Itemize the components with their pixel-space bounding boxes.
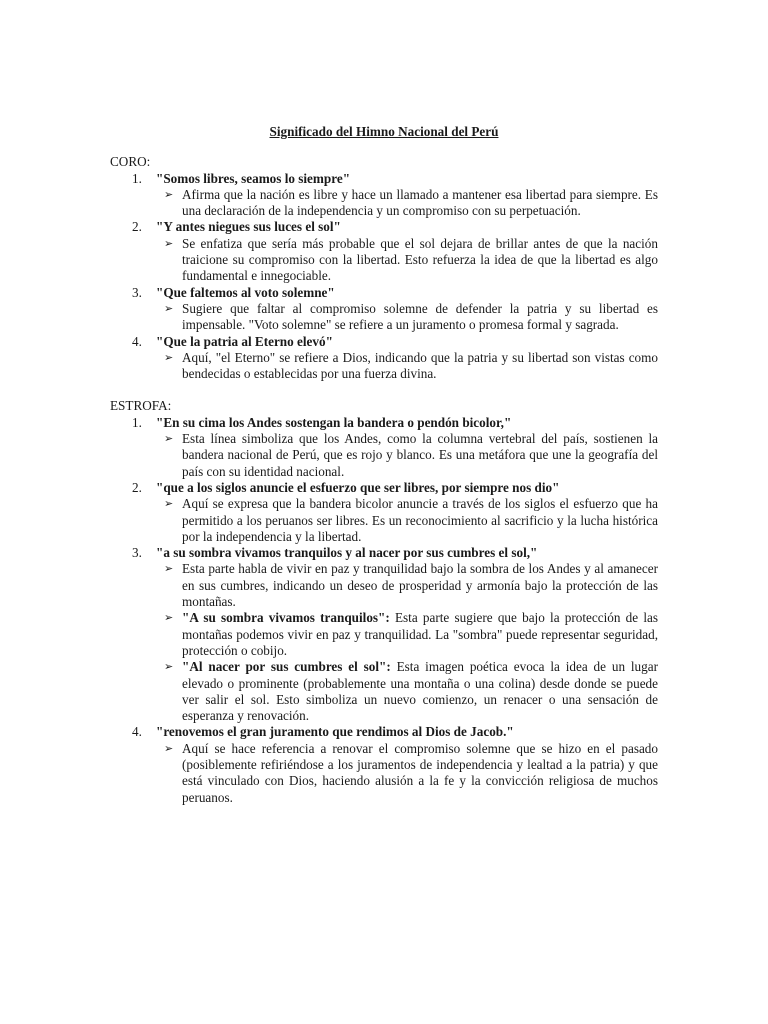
bullet-lead: "Al nacer por sus cumbres el sol":: [182, 659, 391, 675]
bullet-lead: "A su sombra vivamos tranquilos":: [182, 610, 390, 626]
bullet-item: [110, 236, 658, 285]
arrow-bullet-icon: ➢: [164, 611, 174, 625]
document-body: [110, 154, 658, 806]
bullet-item: [110, 350, 658, 383]
bullet-list: [110, 741, 658, 806]
bullet-item: [110, 431, 658, 480]
bullet-list: [110, 301, 658, 334]
bullet-item: [110, 659, 658, 724]
item-heading: [110, 415, 658, 431]
list-item: [110, 334, 658, 383]
document-page: [110, 124, 658, 806]
item-heading-text: "Que la patria al Eterno elevó": [156, 333, 333, 349]
item-heading: [110, 480, 658, 496]
bullet-item: [110, 610, 658, 659]
bullet-text: Esta parte sugiere que bajo la protección de las montañas podemos vivir en paz y tranquilidad. La "sombra" puede representar seguridad, protección o cobijo.: [182, 610, 658, 658]
item-heading-text: "renovemos el gran juramento que rendimos al Dios de Jacob.": [156, 724, 514, 740]
item-heading-text: "a su sombra vivamos tranquilos y al nacer por sus cumbres el sol,": [156, 545, 538, 561]
bullet-item: [110, 496, 658, 545]
list-item: [110, 480, 658, 545]
item-heading: [110, 285, 658, 301]
numbered-list: [110, 415, 658, 806]
arrow-bullet-icon: ➢: [164, 301, 174, 315]
item-heading-text: "Que faltemos al voto solemne": [156, 284, 335, 300]
item-heading: [110, 219, 658, 235]
item-heading-text: "En su cima los Andes sostengan la bandera o pendón bicolor,": [156, 414, 512, 430]
bullet-list: [110, 561, 658, 724]
bullet-list: [110, 187, 658, 220]
document-title: Significado del Himno Nacional del Perú: [269, 124, 499, 139]
arrow-bullet-icon: ➢: [164, 350, 174, 364]
list-item: [110, 171, 658, 220]
section: [110, 398, 658, 805]
list-item: [110, 285, 658, 334]
bullet-text: Aquí, "el Eterno" se refiere a Dios, indicando que la patria y su libertad son vistas como bendecidas o establecidas por una fuerza divina.: [182, 349, 658, 382]
section-spacer: [110, 382, 658, 398]
arrow-bullet-icon: ➢: [164, 236, 174, 250]
bullet-text: Sugiere que faltar al compromiso solemne de defender la patria y su libertad es impensable. "Voto solemne" se refiere a un juramento o promesa formal y sagrada.: [182, 300, 658, 333]
list-item: [110, 219, 658, 284]
list-item: [110, 545, 658, 724]
bullet-text: Esta línea simboliza que los Andes, como la columna vertebral del país, sostienen la bandera nacional de Perú, que es rojo y blanco. Es una metáfora que une la geografía del país con su identidad nacional.: [182, 431, 658, 479]
arrow-bullet-icon: ➢: [164, 660, 174, 674]
numbered-list: [110, 171, 658, 383]
item-heading: [110, 334, 658, 350]
item-heading-text: "Somos libres, seamos lo siempre": [156, 170, 351, 186]
item-number: 2.: [132, 479, 142, 495]
item-heading: [110, 545, 658, 561]
item-number: 4.: [132, 333, 142, 349]
item-number: 2.: [132, 219, 142, 235]
bullet-list: [110, 496, 658, 545]
bullet-text: Se enfatiza que sería más probable que el sol dejara de brillar antes de que la nación traicione su compromiso con la libertad. Esto refuerza la idea de que la libertad es algo fundamental e innegociable.: [182, 235, 658, 284]
bullet-text: Aquí se hace referencia a renovar el compromiso solemne que se hizo en el pasado (posiblemente refiriéndose a los juramentos de independencia y lealtad a la patria) y que está vinculado con Dios, haciendo alusión a la fe y la convicción religiosa de muchos peruanos.: [182, 740, 658, 805]
arrow-bullet-icon: ➢: [164, 187, 174, 201]
arrow-bullet-icon: ➢: [164, 497, 174, 511]
bullet-item: [110, 301, 658, 334]
section: [110, 154, 658, 382]
bullet-item: [110, 187, 658, 220]
item-heading: [110, 171, 658, 187]
section-label: ESTROFA:: [110, 398, 172, 414]
item-heading-text: "Y antes niegues sus luces el sol": [156, 219, 341, 235]
bullet-list: [110, 350, 658, 383]
arrow-bullet-icon: ➢: [164, 562, 174, 576]
bullet-text: Esta parte habla de vivir en paz y tranquilidad bajo la sombra de los Andes y al amanecer en sus cumbres, indicando un deseo de prosperidad y armonía bajo la protección de las montañas.: [182, 561, 658, 610]
bullet-text: Aquí se expresa que la bandera bicolor anuncie a través de los siglos el esfuerzo que ha permitido a los peruanos ser libres. Es un reconocimiento al sacrificio y la lucha histórica por la independencia y la libertad.: [182, 496, 658, 544]
list-item: [110, 415, 658, 480]
item-heading-text: "que a los siglos anuncie el esfuerzo que ser libres, por siempre nos dio": [156, 479, 560, 495]
item-heading: [110, 724, 658, 740]
list-item: [110, 724, 658, 805]
bullet-item: [110, 741, 658, 806]
bullet-item: [110, 561, 658, 610]
arrow-bullet-icon: ➢: [164, 741, 174, 755]
bullet-list: [110, 236, 658, 285]
item-number: 4.: [132, 724, 142, 740]
item-number: 1.: [132, 414, 142, 430]
item-number: 3.: [132, 284, 142, 300]
bullet-list: [110, 431, 658, 480]
section-label: CORO:: [110, 154, 151, 170]
bullet-text: Afirma que la nación es libre y hace un llamado a mantener esa libertad para siempre. Es una declaración de la independencia y un compromiso con su perpetuación.: [182, 186, 658, 219]
bullet-text: Esta imagen poética evoca la idea de un lugar elevado o prominente (probablemente una montaña o una colina) desde donde se puede ver salir el sol. Esto simboliza un nuevo comienzo, un renacer o una sensación de esperanza y renovación.: [182, 659, 658, 724]
item-number: 1.: [132, 170, 142, 186]
arrow-bullet-icon: ➢: [164, 432, 174, 446]
item-number: 3.: [132, 545, 142, 561]
